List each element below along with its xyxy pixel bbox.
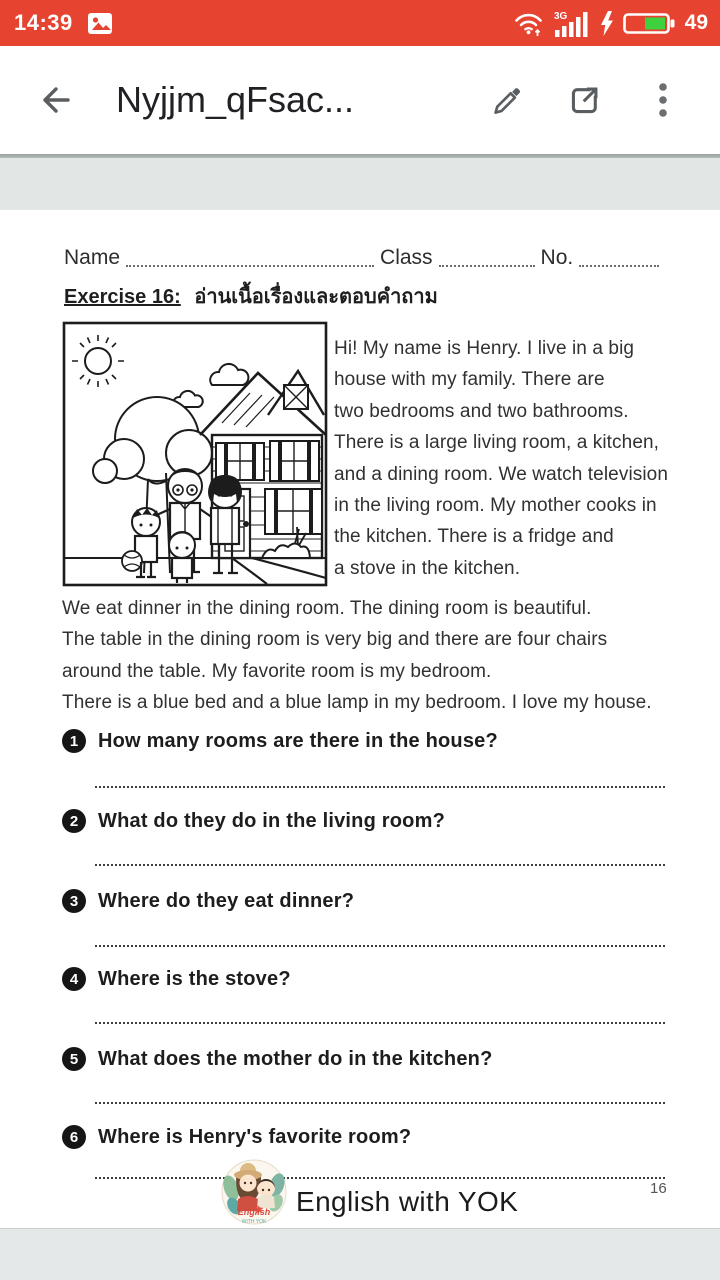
logo-text-with-yok: WITH YOK [241,1219,267,1225]
back-arrow-icon [34,80,74,120]
question-6 [62,1125,411,1149]
question-text: What do they do in the living room? [98,809,445,832]
exercise-heading [64,280,438,312]
question-number-badge: 5 [62,1047,86,1071]
network-type-label: 3G [553,10,567,22]
page-top-margin [0,158,720,210]
class-blank-line [439,247,535,267]
exercise-number-label: Exercise 16: [64,286,181,308]
question-number-badge: 3 [62,889,86,913]
battery-percent-text: 49 [684,11,708,34]
page-number: 16 [650,1180,667,1197]
open-in-new-button[interactable] [546,65,624,135]
english-with-yok-logo [220,1158,288,1226]
question-text: Where is Henry's favorite room? [98,1125,412,1148]
wifi-icon [513,10,544,37]
passage-line: We eat dinner in the dining room. The dining room is beautiful. [62,598,592,619]
passage-line: a stove in the kitchen. [334,557,521,579]
footer-brand-text: English with YOK [296,1186,519,1217]
class-label: Class [380,246,433,269]
question-text: How many rooms are there in the house? [98,729,498,752]
question-1 [62,729,498,753]
question-text: Where is the stove? [98,967,291,990]
open-in-new-icon [567,82,603,118]
passage-line: There is a large living room, a kitchen, [334,432,660,454]
passage-line: Hi! My name is Henry. I live in a big [334,338,635,359]
passage-line: There is a blue bed and a blue lamp in my bedroom. I love my house. [62,692,652,714]
question-4 [62,967,291,991]
answer-line-4 [95,1006,665,1024]
no-blank-line [579,247,659,267]
question-3 [62,889,354,913]
question-2 [62,809,445,833]
passage-line: and a dining room. We watch television [334,463,669,485]
no-label: No. [540,246,574,269]
document-title: Nyjjm_qFsac... [116,79,355,120]
status-bar [0,0,720,46]
question-number-badge: 4 [62,967,86,991]
status-icons [513,10,708,37]
reading-passage-side [334,333,714,584]
reading-passage-main [62,593,707,719]
gallery-notification-icon [85,8,115,38]
back-button[interactable] [22,68,86,132]
worksheet-header [64,246,674,270]
question-number-badge: 1 [62,729,86,753]
edit-button[interactable] [468,65,546,135]
question-text: Where do they eat dinner? [98,889,355,912]
passage-line: The table in the dining room is very big and there are four chairs [62,629,608,651]
signal-3g-icon [553,10,591,37]
answer-line-6 [95,1161,665,1179]
toolbar-actions [468,65,702,135]
name-blank-line [126,247,374,267]
question-text: What does the mother do in the kitchen? [98,1047,493,1070]
answer-line-2 [95,848,665,866]
exercise-instruction-thai: อ่านเนื้อเรื่องและตอบคำถาม [194,286,438,308]
question-5 [62,1047,492,1071]
clock: 14:39 [14,10,73,35]
charging-bolt-icon [600,10,614,37]
house-family-illustration [62,321,328,587]
passage-line: house with my family. There are [334,369,605,391]
passage-line: the kitchen. There is a fridge and [334,526,614,548]
vertical-dots-icon [657,81,669,119]
answer-line-3 [95,929,665,947]
overflow-menu-button[interactable] [624,65,702,135]
name-label: Name [64,246,121,269]
notification-area [85,8,115,38]
answer-line-1 [95,770,665,788]
answer-line-5 [95,1086,665,1104]
logo-text-english: English [237,1207,271,1217]
page-bottom-margin [0,1228,720,1280]
passage-line: around the table. My favorite room is my bedroom. [62,660,492,682]
app-toolbar [0,46,720,154]
question-number-badge: 2 [62,809,86,833]
passage-line: two bedrooms and two bathrooms. [334,400,629,422]
battery-icon [623,10,676,37]
passage-line: in the living room. My mother cooks in [334,495,657,517]
pencil-icon [490,83,524,117]
question-number-badge: 6 [62,1125,86,1149]
